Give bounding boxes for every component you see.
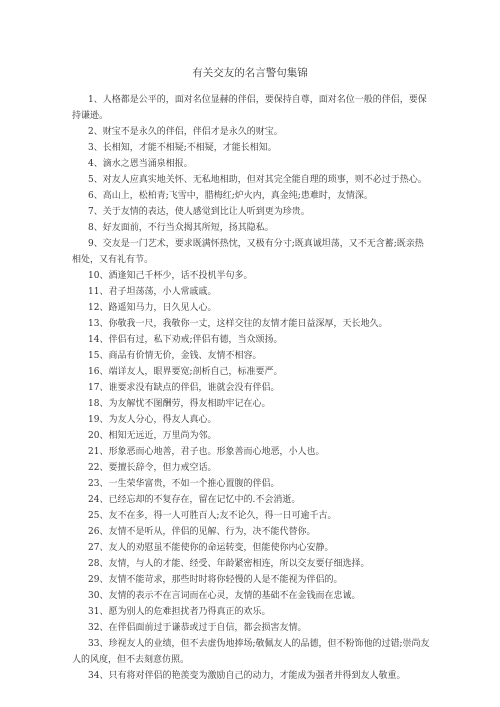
quote-item: 28、友情，与人的才能、经受、年龄紧密相连，所以交友要仔细选择。 (88, 559, 370, 569)
quote-item: 21、形象恶而心地善，君子也。形象善而心地恶，小人也。 (88, 447, 325, 457)
quote-item: 11、君子坦荡荡，小人常戚戚。 (88, 287, 217, 297)
quote-item: 10、酒逢知己千杯少，话不投机半句多。 (88, 271, 253, 281)
quote-item: 4、滴水之恩当涌泉相报。 (88, 159, 193, 169)
quote-item: 12、路遥知马力，日久见人心。 (88, 303, 217, 313)
quote-item: 33、珍视友人的业绩，但不去虚伪地捧场;敬佩友人的品德，但不粉饰他的过错;崇尚友人的风度，但不去刻意仿照。 (72, 639, 430, 665)
quote-item: 26、友情不是听从，伴侣的见解、行为，决不能代替你。 (88, 527, 316, 537)
quote-item: 23、一生荣华富贵，不如一个推心置腹的伴侣。 (88, 479, 280, 489)
quote-item: 19、为友人分心，得友人真心。 (88, 415, 217, 425)
quote-item: 17、谁要求没有缺点的伴侣，谁就会没有伴侣。 (88, 383, 280, 393)
quote-item: 22、要擅长辞令，但力戒空话。 (88, 463, 217, 473)
document-title: 有关交友的名言警句集锦 (192, 67, 308, 79)
quote-item: 2、财宝不是永久的伴侣，伴侣才是永久的财宝。 (88, 127, 283, 137)
quote-item: 29、友情不能苛求，那些时时将你轻慢的人是不能视为伴侣的。 (88, 575, 343, 585)
quote-item: 13、你敬我一尺，我敬你一丈，这样交往的友情才能日益深厚，天长地久。 (88, 319, 388, 329)
quote-item: 3、长相知，才能不相疑;不相疑，才能长相知。 (88, 143, 277, 153)
quote-item: 15、商品有价情无价，金钱、友情不相容。 (88, 351, 262, 361)
quote-item: 5、对友人应真实地关怀、无私地相助，但对其完全能自理的琐事，则不必过于热心。 (88, 175, 427, 185)
quote-item: 31、愿为别人的危难担扰者乃得真正的欢乐。 (88, 607, 271, 617)
quote-item: 27、友人的劝慰虽不能使你的命运转变，但能使你内心安静。 (88, 543, 334, 553)
quote-item: 18、为友解忧不图酬劳，得友相助牢记在心。 (88, 399, 271, 409)
quote-item: 9、交友是一门艺术，要求既满怀热忱，又极有分寸;既真诚坦荡，又不无含蓄;既亲热相处，又有礼有节。 (72, 239, 424, 265)
quote-item: 16、端详友人，眼界要宽;剖析自己，标准要严。 (88, 367, 283, 377)
quote-item: 34、只有将对伴侣的艳羡变为激励自己的动力，才能成为强者并得到友人敬重。 (88, 671, 406, 681)
quote-item: 32、在伴侣面前过于谦恭或过于自信，都会损害友情。 (88, 623, 307, 633)
quote-item: 6、高山上，松柏青;飞雪中，腊梅红;炉火内，真金纯;患难时，友情深。 (88, 191, 373, 201)
quote-item: 14、伴侣有过，私下劝戒;伴侣有德，当众颂扬。 (88, 335, 283, 345)
quote-item: 24、已经忘却的不复存在，留在记忆中的.不会消逝。 (88, 495, 301, 505)
quote-item: 25、友不在多，得一人可胜百人;友不论久，得一日可逾千古。 (88, 511, 337, 521)
quote-item: 1、人格都是公平的，面对名位显赫的伴侣，要保持自尊，面对名位一般的伴侣，要保持谦逊。 (72, 95, 427, 121)
quote-list (72, 92, 430, 684)
quote-item: 20、相知无远近，万里尚为邻。 (88, 431, 217, 441)
quote-item: 30、友情的表示不在言词而在心灵，友情的基础不在金钱而在忠诚。 (88, 591, 361, 601)
quote-item: 7、关于友情的表达，使人感觉到比让人听到更为珍贵。 (88, 207, 310, 217)
quote-item: 8、好友面前，不行当众揭其所短，扬其隐私。 (88, 223, 274, 233)
